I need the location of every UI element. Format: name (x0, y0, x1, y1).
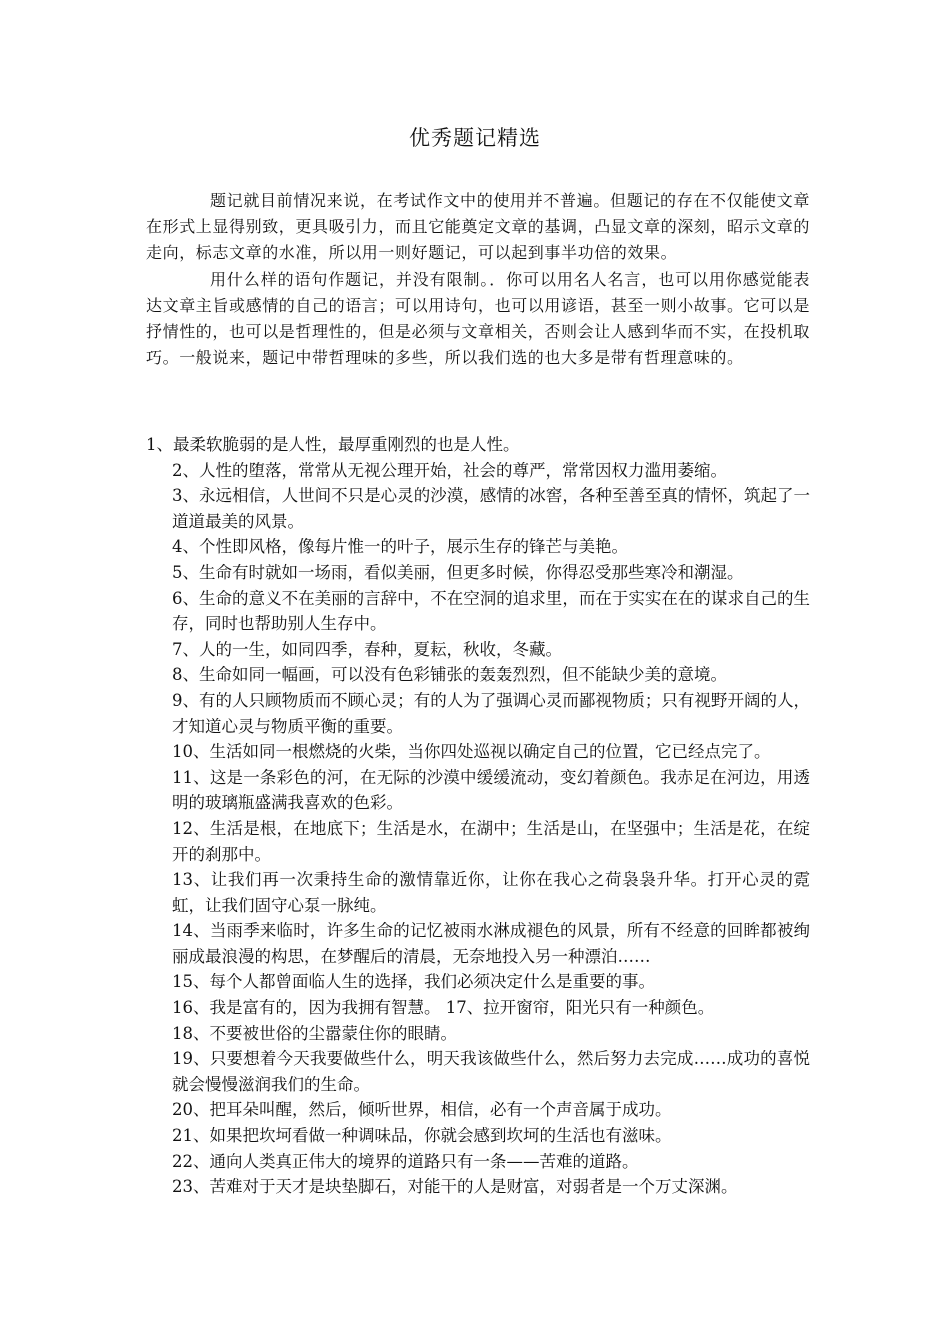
list-item: 14、当雨季来临时，许多生命的记忆被雨水淋成褪色的风景，所有不经意的回眸都被绚丽成最浪漫的构思，在梦醒后的清晨，无奈地投入另一种漂泊…… (172, 921, 810, 966)
page-title: 优秀题记精选 (409, 126, 541, 150)
list-item: 10、生活如同一根燃烧的火柴，当你四处巡视以确定自己的位置，它已经点完了。 (172, 742, 771, 762)
list-item: 22、通向人类真正伟大的境界的道路只有一条——苦难的道路。 (172, 1151, 639, 1171)
list-item: 11、这是一条彩色的河，在无际的沙漠中缓缓流动，变幻着颜色。我赤足在河边，用透明的玻璃瓶盛满我喜欢的色彩。 (172, 767, 810, 813)
list-item: 15、每个人都曾面临人生的选择，我们必须决定什么是重要的事。 (172, 972, 655, 992)
list-item: 4、个性即风格，像每片惟一的叶子，展示生存的锋芒与美艳。 (172, 537, 628, 557)
list-item: 20、把耳朵叫醒，然后，倾听世界，相信，必有一个声音属于成功。 (172, 1100, 672, 1120)
intro-paragraph: 题记就目前情况来说，在考试作文中的使用并不普遍。但题记的存在不仅能使文章在形式上显得别致，更具吸引力，而且它能奠定文章的基调，凸显文章的深刻，昭示文章的走向，标志文章的水准，所以用一则好题记，可以起到事半功倍的效果。 (146, 191, 811, 263)
list-item: 2、人性的堕落，常常从无视公理开始，社会的尊严，常常因权力滥用萎缩。 (172, 460, 727, 480)
list-item: 21、如果把坎坷看做一种调味品，你就会感到坎坷的生活也有滋味。 (172, 1126, 672, 1146)
list-item: 5、生命有时就如一场雨，看似美丽，但更多时候，你得忍受那些寒冷和潮湿。 (172, 562, 744, 582)
list-item: 1、最柔软脆弱的是人性，最厚重刚烈的也是人性。 (146, 435, 520, 454)
list-item: 9、有的人只顾物质而不顾心灵；有的人为了强调心灵而鄙视物质；只有视野开阔的人，才知道心灵与物质平衡的重要。 (172, 690, 810, 736)
list-item: 7、人的一生，如同四季，春种，夏耘，秋收，冬藏。 (172, 639, 562, 659)
list-item: 8、生命如同一幅画，可以没有色彩铺张的轰轰烈烈，但不能缺少美的意境。 (172, 665, 727, 685)
quote-list (146, 432, 810, 1200)
intro-section (146, 188, 810, 371)
list-item: 18、不要被世俗的尘嚣蒙住你的眼睛。 (172, 1023, 457, 1043)
list-item: 3、永远相信，人世间不只是心灵的沙漠，感情的冰窖，各种至善至真的情怀，筑起了一道道最美的风景。 (172, 486, 810, 531)
list-item: 23、苦难对于天才是块垫脚石，对能干的人是财富，对弱者是一个万丈深渊。 (172, 1177, 738, 1197)
list-item: 19、只要想着今天我要做些什么，明天我该做些什么，然后努力去完成……成功的喜悦就会慢慢滋润我们的生命。 (172, 1049, 810, 1094)
list-item: 13、让我们再一次秉持生命的激情靠近你，让你在我心之荷袅袅升华。打开心灵的霓虹，让我们固守心泵一脉纯。 (172, 870, 810, 915)
list-item: 12、生活是根，在地底下；生活是水，在湖中；生活是山，在坚强中；生活是花，在绽开的刹那中。 (172, 818, 810, 864)
list-item: 16、我是富有的，因为我拥有智慧。 17、拉开窗帘，阳光只有一种颜色。 (172, 998, 715, 1018)
intro-paragraph: 用什么样的语句作题记，并没有限制。．你可以用名人名言，也可以用你感觉能表达文章主旨或感情的自己的语言；可以用诗句，也可以用谚语，甚至一则小故事。它可以是抒情性的，也可以是哲理性的，但是必须与文章相关，否则会让人感到华而不实，在投机取巧。一般说来，题记中带哲理味的多些，所以我们选的也大多是带有哲理意味的。 (146, 269, 811, 368)
list-item: 6、生命的意义不在美丽的言辞中，不在空洞的追求里，而在于实实在在的谋求自己的生存，同时也帮助别人生存中。 (172, 588, 810, 634)
